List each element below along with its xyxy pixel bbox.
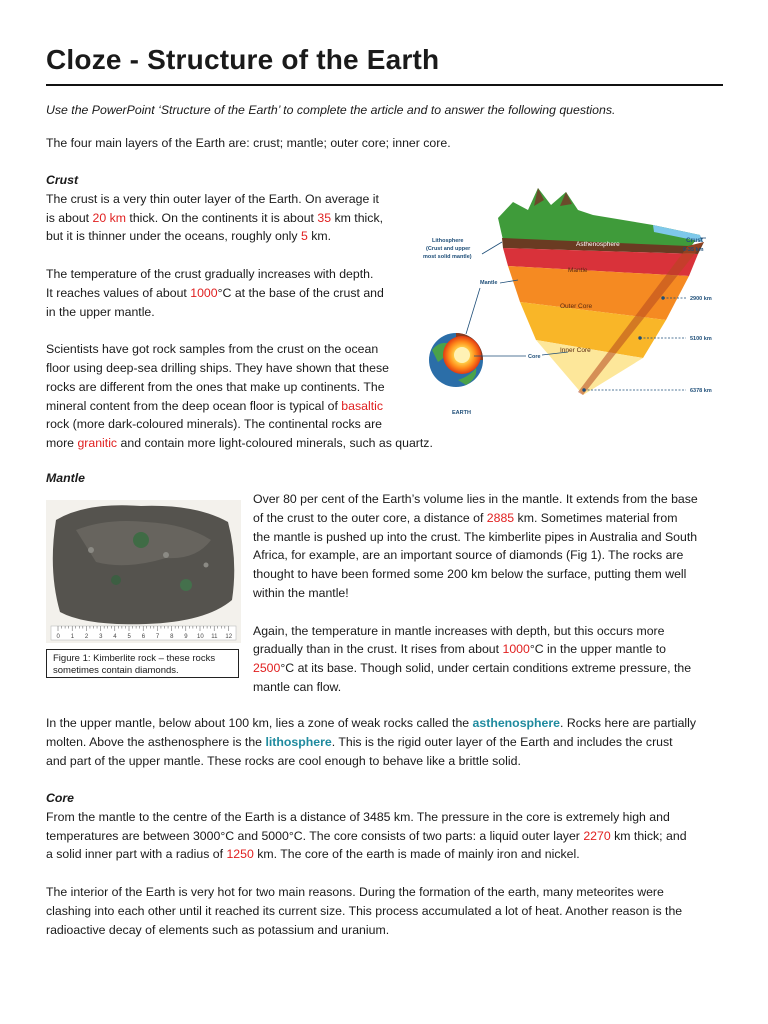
- lithosphere-label: Lithosphere: [432, 238, 464, 244]
- rock-speck: [88, 547, 94, 553]
- text: The temperature of the crust gradually increases with depth.: [46, 266, 374, 281]
- text: is about: [46, 210, 93, 225]
- lithosphere-sub-label: (Crust and upper: [426, 246, 471, 252]
- ruler-tick-label: 9: [184, 634, 188, 640]
- depth-label-5100: 5100 km: [690, 336, 712, 342]
- text: Again, the temperature in mantle increases with depth, but this occurs more: [253, 623, 665, 638]
- text: °C at the base of the crust and: [217, 285, 384, 300]
- answer: 1000: [190, 285, 218, 300]
- ruler-tick-label: 2: [84, 634, 89, 640]
- text: the mantle is pushed up into the crust. The kimberlite pipes in Australia and South: [253, 529, 698, 544]
- lead-paragraph: The four main layers of the Earth are: crust; mantle; outer core; inner core.: [46, 136, 451, 150]
- text: . This is the rigid outer layer of the Earth and includes the crust: [331, 734, 673, 749]
- text: km.: [307, 229, 332, 244]
- earth-globe: [429, 333, 483, 387]
- globe-mantle-pointer: [466, 288, 480, 334]
- answer: basaltic: [341, 398, 383, 413]
- wedge-layers: [498, 188, 704, 395]
- ruler-tick-label: 4: [113, 634, 117, 640]
- rock-mineral: [111, 575, 121, 585]
- text: gradually than in the crust. It rises from about: [253, 642, 503, 657]
- rock-speck: [204, 563, 209, 568]
- crust-label: Crust: [686, 237, 703, 244]
- answer: 2885: [486, 510, 515, 525]
- instructions: Use the PowerPoint ‘Structure of the Earth’ to complete the article and to answer the following questions.: [46, 103, 616, 117]
- mantle-section-bottom: [46, 714, 726, 770]
- lithosphere-sub-label: most solid mantle): [423, 254, 472, 260]
- text: km. The core of the earth is made of mainly iron and nickel.: [253, 847, 580, 862]
- ruler-tick-label: 0: [56, 634, 60, 640]
- rock-mineral: [133, 532, 149, 548]
- text: more: [46, 436, 78, 451]
- ruler-tick-label: 12: [225, 634, 233, 640]
- answer: 2270: [583, 828, 611, 843]
- answer: 5: [300, 229, 308, 244]
- ruler-tick-label: 8: [170, 634, 174, 640]
- text: From the mantle to the centre of the Earth is a distance of 3485 km. The pressure in the core is extremely high and: [46, 809, 670, 824]
- text: in the upper mantle.: [46, 304, 155, 319]
- text: Scientists have got rock samples from the crust on the ocean: [46, 342, 379, 357]
- rock-mineral: [180, 579, 192, 591]
- asthenosphere-label: Asthenosphere: [576, 241, 620, 248]
- ruler-tick-label: 3: [99, 634, 103, 640]
- text: km. Sometimes material from: [514, 510, 678, 525]
- answer: 1000: [502, 642, 530, 657]
- core-section: [46, 789, 726, 939]
- ruler-tick-label: 7: [155, 634, 160, 640]
- lithosphere-pointer: [482, 242, 502, 254]
- text: but it is thinner under the oceans, roughly only: [46, 229, 301, 244]
- answer: 20 km: [92, 210, 126, 225]
- globe-mantle-label: Mantle: [480, 280, 498, 286]
- inner-core-label: Inner Core: [560, 347, 591, 354]
- core-heading: Core: [46, 791, 75, 805]
- ruler-tick-label: 1: [70, 634, 75, 640]
- crust-heading: Crust: [46, 173, 79, 187]
- rock-speck: [163, 552, 169, 558]
- answer: 1250: [226, 847, 254, 862]
- earth-label: EARTH: [452, 410, 471, 416]
- text: In the upper mantle, below about 100 km, lies a zone of weak rocks called the: [46, 716, 473, 730]
- outer-core-label: Outer Core: [560, 303, 593, 310]
- text: The crust is a very thin outer layer of the Earth. On average it: [46, 191, 379, 206]
- ruler-tick-label: 10: [197, 634, 204, 640]
- depth-label-6378: 6378 km: [690, 388, 712, 394]
- text: floor using deep-sea drilling ships. They have shown that these: [46, 360, 389, 375]
- ruler-tick-label: 5: [127, 634, 131, 640]
- text: Africa, for example, are an important source of diamonds (Fig 1). The rocks are: [253, 548, 684, 563]
- mantle-layer-label: Mantle: [568, 267, 588, 274]
- figure-caption: Figure 1: Kimberlite rock – these rocks sometimes contain diamonds.: [46, 649, 239, 678]
- text: Over 80 per cent of the Earth’s volume lies in the mantle. It extends from the base: [253, 492, 698, 506]
- text: temperatures are between 3000°C and 5000°C. The core consists of two parts: a liquid outer layer: [46, 828, 584, 843]
- answer: granitic: [77, 436, 118, 451]
- ruler-tick-label: 11: [211, 634, 218, 640]
- answer: asthenosphere: [472, 716, 561, 730]
- answer: 2500: [253, 661, 281, 676]
- crust-paragraph-3: [46, 340, 433, 453]
- text: a solid inner part with a radius of: [46, 847, 227, 862]
- crust-paragraph-2: [46, 265, 416, 321]
- core-paragraph-1: [46, 808, 726, 864]
- text: and part of the upper mantle. These rocks are cool enough to behave like a brittle solid.: [46, 753, 521, 768]
- crust-section: [46, 171, 433, 453]
- earth-structure-diagram: [418, 180, 728, 420]
- text: rocks are different from the ones that make up continents. The: [46, 379, 385, 394]
- page-title: Cloze - Structure of the Earth: [46, 44, 440, 75]
- mantle-paragraph-1: [253, 490, 721, 603]
- globe-core-label: Core: [528, 354, 541, 360]
- mantle-heading: Mantle: [46, 471, 85, 485]
- mantle-paragraph-3: [46, 714, 726, 770]
- answer: lithosphere: [265, 734, 332, 749]
- text: thought to have been formed some 200 km below the surface, putting them well: [253, 567, 687, 582]
- text: mineral content from the deep ocean floor is typical of: [46, 398, 342, 413]
- text: of the crust to the outer core, a distance of: [253, 510, 487, 525]
- text: It reaches values of about: [46, 285, 191, 300]
- text: radioactive decay of elements such as potassium and uranium.: [46, 922, 390, 937]
- text: . Rocks here are partially: [560, 716, 697, 730]
- text: km thick; and: [610, 828, 687, 843]
- mantle-paragraph-2: [253, 622, 721, 697]
- crust-depth-label: 0-35 km: [683, 247, 704, 253]
- text: The interior of the Earth is very hot for two main reasons. During the formation of the earth, many meteorites were: [46, 884, 664, 899]
- crust-paragraph-1: [46, 190, 416, 246]
- title-rule: [46, 84, 723, 86]
- text: molten. Above the asthenosphere is the: [46, 734, 266, 749]
- answer: 35: [317, 210, 332, 225]
- text: °C in the upper mantle to: [529, 642, 667, 657]
- core-paragraph-2: [46, 883, 726, 939]
- depth-label-2900: 2900 km: [690, 296, 712, 302]
- kimberlite-rock-image: [46, 500, 241, 643]
- text: clashing into each other until it reached its current size. This process accumulated a lot of heat. Another reason is the: [46, 903, 683, 918]
- text: rock (more dark-coloured minerals). The continental rocks are: [46, 417, 383, 432]
- text: within the mantle!: [253, 585, 349, 600]
- text: thick. On the continents it is about: [126, 210, 318, 225]
- ruler-tick-label: 6: [141, 634, 146, 640]
- text: mantle can flow.: [253, 679, 342, 694]
- text: °C at its base. Though solid, under certain conditions extreme pressure, the: [280, 661, 692, 676]
- text: km thick,: [331, 210, 384, 225]
- mantle-section-top: [253, 490, 721, 697]
- text: and contain more light-coloured minerals, such as quartz.: [117, 436, 433, 451]
